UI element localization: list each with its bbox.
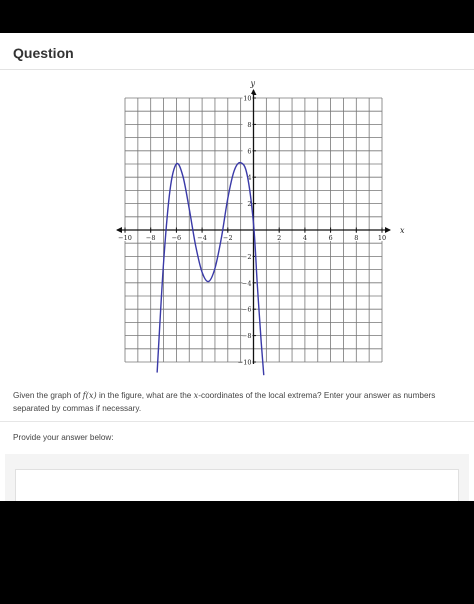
x-tick-label: −8 [145, 234, 156, 242]
function-curve [157, 163, 264, 376]
y-tick-label: 10 [243, 94, 252, 103]
y-tick-label: −2 [241, 252, 252, 261]
y-tick-label: −6 [241, 305, 252, 314]
x-tick-label: 10 [377, 234, 387, 242]
x-tick-label: −4 [197, 234, 207, 242]
y-axis-label: y [250, 79, 256, 88]
question-card [0, 33, 474, 501]
answer-prompt: Provide your answer below: [13, 433, 114, 442]
x-tick-label: −2 [223, 234, 233, 242]
page-title: Question [13, 45, 74, 61]
divider [0, 421, 474, 422]
question-text [13, 389, 463, 415]
x-tick-label: 8 [354, 234, 359, 242]
y-tick-label: 2 [247, 200, 252, 209]
question-text-before: Given the graph of [13, 391, 83, 400]
x-tick-label: 6 [328, 234, 333, 242]
y-tick-label: 6 [247, 147, 252, 156]
function-graph [104, 67, 404, 367]
question-text-middle: in the figure, what are the [96, 391, 194, 400]
x-tick-label: 2 [277, 234, 282, 242]
answer-input[interactable] [15, 469, 459, 501]
y-tick-label: 4 [247, 173, 252, 182]
x-tick-label: 4 [302, 234, 307, 242]
x-axis-arrow-left [116, 227, 122, 233]
question-function-notation: f(x) [82, 390, 97, 400]
y-tick-label: 8 [247, 120, 252, 129]
x-axis-arrow-right [385, 227, 391, 233]
question-x-variable: x [193, 390, 199, 400]
x-tick-label: −10 [118, 234, 132, 242]
x-tick-label: −6 [171, 234, 182, 242]
y-tick-label: −4 [241, 279, 252, 288]
y-tick-label: −8 [241, 332, 252, 341]
question-text-after: -coordinates of the local extrema? Enter your answer as numbers separated by commas if necessary. [13, 391, 436, 413]
y-tick-label: −10 [237, 358, 252, 367]
answer-area [5, 454, 469, 501]
x-axis-label: x [400, 226, 405, 235]
